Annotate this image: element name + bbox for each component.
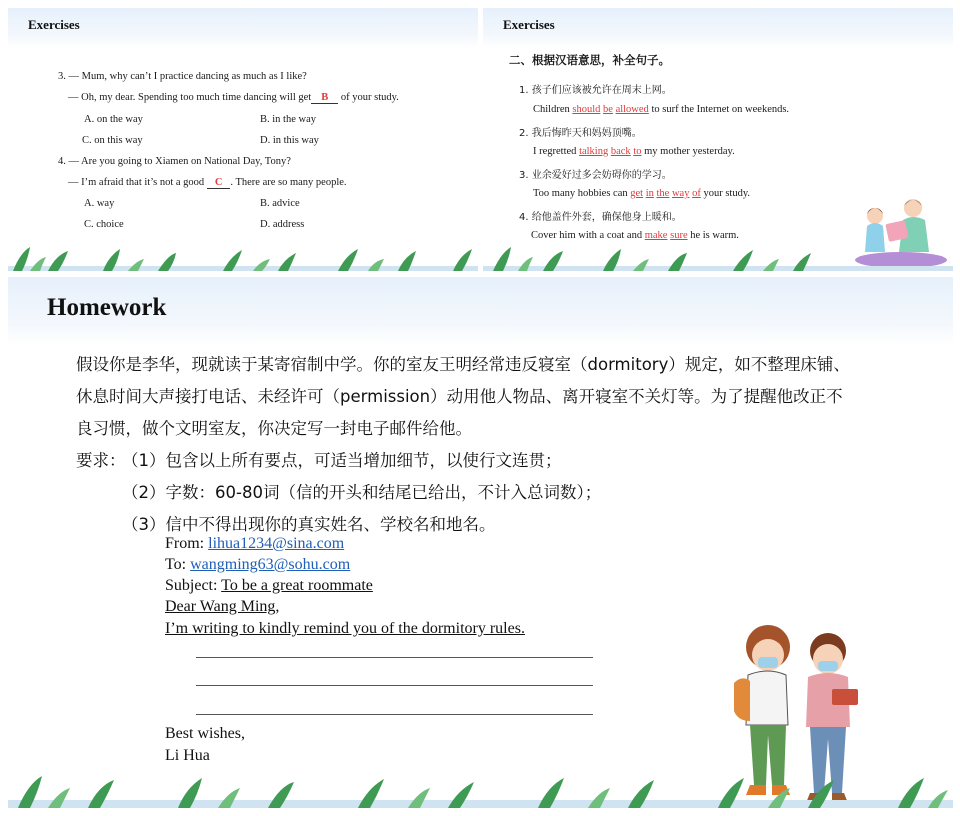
option: D. address: [260, 219, 305, 230]
answer-word: talking: [579, 146, 609, 157]
section-heading: 二、根据汉语意思，补全句子。: [509, 53, 670, 67]
slide-exercises-translation: [483, 8, 953, 271]
answer-mark: B: [321, 92, 329, 103]
from-address-link[interactable]: lihua1234@sina.com: [208, 535, 345, 552]
email-greeting: Dear Wang Ming,: [165, 598, 280, 615]
question-3-reply: — Oh, my dear. Spending too much time dancing will get B of your study.: [68, 92, 399, 103]
email-opening: I’m writing to kindly remind you of the dormitory rules.: [165, 620, 525, 637]
email-closing: Best wishes,: [165, 725, 245, 742]
option: B. advice: [260, 198, 300, 209]
item-chinese: 2. 我后悔昨天和妈妈顶嘴。: [519, 128, 642, 139]
option: A. on the way: [84, 114, 143, 125]
plant-border: [8, 247, 478, 271]
requirement-item: （3）信中不得出现你的真实姓名、学校名和地名。: [122, 515, 496, 534]
item-english: Cover him with a coat and make sure he is warm.: [531, 230, 739, 241]
slide-homework: [8, 277, 953, 808]
writing-blank-line: [196, 685, 593, 686]
slide-title: Exercises: [503, 17, 555, 32]
requirement-item: （2）字数：60-80词（信的开头和结尾已给出，不计入总词数）；: [122, 483, 602, 502]
slide-title: Exercises: [28, 17, 80, 32]
answer-word: be: [603, 104, 613, 115]
answer-word: sure: [670, 230, 688, 241]
option: C. on this way: [82, 135, 143, 146]
prompt-line: 假设你是李华，现就读于某寄宿制中学。你的室友王明经常违反寝室（dormitory）规定，如不整理床铺、: [76, 355, 850, 374]
requirements-label: 要求：: [76, 451, 126, 470]
answer-word: to: [633, 146, 642, 157]
to-address-link[interactable]: wangming63@sohu.com: [190, 556, 351, 573]
prompt-line: 休息时间大声接打电话、未经许可（permission）动用他人物品、离开寝室不关灯等。为了提醒他改正不: [76, 387, 843, 406]
plant-border: [8, 776, 953, 808]
option: C. choice: [84, 219, 124, 230]
writing-blank-line: [196, 657, 593, 658]
item-chinese: 4. 给他盖件外套，确保他身上暖和。: [519, 212, 682, 223]
question-4-reply: — I’m afraid that it’s not a good C . There are so many people.: [68, 177, 347, 188]
answer-word: of: [692, 188, 701, 199]
item-chinese: 1. 孩子们应该被允许在周末上网。: [519, 85, 672, 96]
answer-word: in: [645, 188, 654, 199]
item-english: Children should be allowed to surf the Internet on weekends.: [533, 104, 790, 115]
prompt-line: 良习惯，做个文明室友，你决定写一封电子邮件给他。: [76, 419, 472, 438]
item-english: I regretted talking back to my mother yesterday.: [533, 146, 735, 157]
question-3-stem: 3. — Mum, why can’t I practice dancing as much as I like?: [58, 71, 307, 82]
answer-mark: C: [214, 177, 223, 188]
item-chinese: 3. 业余爱好过多会妨碍你的学习。: [519, 170, 672, 181]
answer-word: back: [610, 146, 631, 157]
item-english: Too many hobbies can get in the way of your study.: [533, 188, 751, 199]
answer-word: should: [572, 104, 601, 115]
email-to: To: wangming63@sohu.com: [165, 556, 351, 573]
answer-word: allowed: [615, 104, 649, 115]
answer-word: the: [656, 188, 670, 199]
requirement-item: （1）包含以上所有要点，可适当增加细节，以使行文连贯；: [122, 451, 562, 470]
answer-word: way: [671, 188, 690, 199]
option: A. way: [84, 198, 115, 209]
email-subject: Subject: To be a great roommate: [165, 577, 373, 594]
email-signature: Li Hua: [165, 747, 210, 764]
email-from: From: lihua1234@sina.com: [165, 535, 345, 552]
slide-exercises-choice: [8, 8, 478, 271]
plant-border: [483, 247, 953, 271]
option: B. in the way: [260, 114, 316, 125]
writing-blank-line: [196, 714, 593, 715]
answer-word: make: [644, 230, 668, 241]
slide-title: Homework: [47, 294, 167, 321]
question-4-stem: 4. — Are you going to Xiamen on National Day, Tony?: [58, 156, 291, 167]
option: D. in this way: [260, 135, 319, 146]
subject-text: To be a great roommate: [221, 577, 373, 594]
answer-word: get: [630, 188, 644, 199]
